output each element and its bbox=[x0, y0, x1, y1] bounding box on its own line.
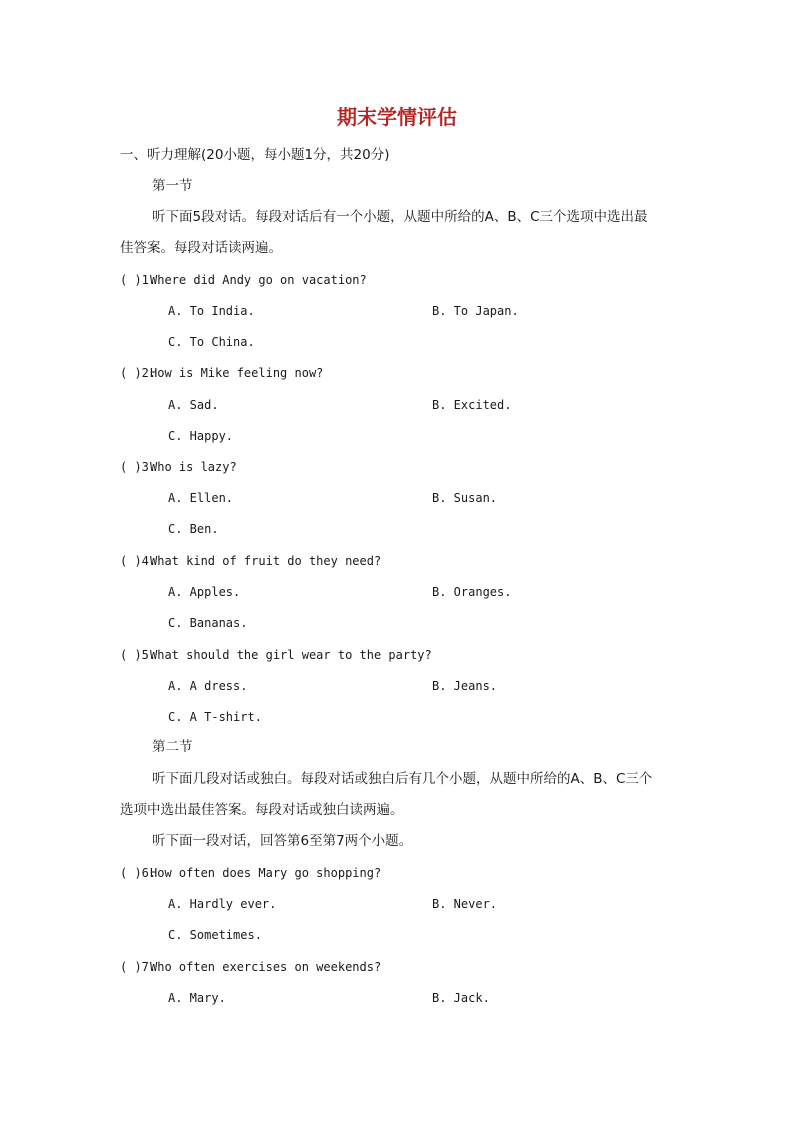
option-c: C. Bananas. bbox=[168, 616, 248, 630]
part1-instruction-line2: 佳答案。每段对话读两遍。 bbox=[120, 240, 282, 256]
part2-instruction-line1: 听下面几段对话或独白。每段对话或独白后有几个小题，从题中所给的A、B、C三个 bbox=[152, 771, 653, 787]
option-b: B. Jack. bbox=[432, 991, 490, 1005]
option-c: C. A T-shirt. bbox=[168, 710, 262, 724]
answer-blank[interactable]: ( )7. bbox=[120, 960, 157, 974]
option-c: C. Ben. bbox=[168, 522, 219, 536]
option-a: A. Sad. bbox=[168, 398, 219, 412]
answer-blank[interactable]: ( )6. bbox=[120, 866, 157, 880]
question-4 bbox=[120, 552, 381, 570]
question-text: Who often exercises on weekends? bbox=[150, 960, 382, 974]
question-5 bbox=[120, 646, 432, 664]
part1-instruction-line1: 听下面5段对话。每段对话后有一个小题，从题中所给的A、B、C三个选项中选出最 bbox=[152, 209, 648, 225]
option-a: A. Apples. bbox=[168, 585, 241, 599]
option-a: A. Ellen. bbox=[168, 491, 234, 505]
option-c: C. Happy. bbox=[168, 429, 234, 443]
answer-blank[interactable]: ( )3. bbox=[120, 460, 157, 474]
part2-label: 第二节 bbox=[152, 739, 193, 755]
question-3 bbox=[120, 458, 237, 476]
question-6 bbox=[120, 864, 381, 882]
page-title: 期末学情评估 bbox=[337, 105, 457, 129]
answer-blank[interactable]: ( )5. bbox=[120, 648, 157, 662]
question-7 bbox=[120, 958, 381, 976]
option-b: B. Jeans. bbox=[432, 679, 498, 693]
part2-instruction-line2: 选项中选出最佳答案。每段对话或独白读两遍。 bbox=[120, 802, 404, 818]
section-heading: 一、听力理解(20小题，每小题1分，共20分) bbox=[120, 147, 390, 163]
question-text: What should the girl wear to the party? bbox=[150, 648, 432, 662]
option-b: B. Excited. bbox=[432, 398, 512, 412]
question-text: How often does Mary go shopping? bbox=[150, 866, 382, 880]
option-a: A. Mary. bbox=[168, 991, 226, 1005]
option-a: A. Hardly ever. bbox=[168, 897, 277, 911]
option-b: B. Susan. bbox=[432, 491, 498, 505]
option-c: C. To China. bbox=[168, 335, 255, 349]
answer-blank[interactable]: ( )4. bbox=[120, 554, 157, 568]
option-b: B. Oranges. bbox=[432, 585, 512, 599]
option-b: B. To Japan. bbox=[432, 304, 519, 318]
option-a: A. To India. bbox=[168, 304, 255, 318]
option-b: B. Never. bbox=[432, 897, 498, 911]
question-2 bbox=[120, 364, 323, 382]
part1-label: 第一节 bbox=[152, 178, 193, 194]
question-text: Who is lazy? bbox=[150, 460, 237, 474]
question-text: What kind of fruit do they need? bbox=[150, 554, 382, 568]
question-1 bbox=[120, 271, 367, 289]
question-text: Where did Andy go on vacation? bbox=[150, 273, 367, 287]
question-text: How is Mike feeling now? bbox=[150, 366, 324, 380]
answer-blank[interactable]: ( )2. bbox=[120, 366, 157, 380]
option-a: A. A dress. bbox=[168, 679, 248, 693]
part2-sub-instruction: 听下面一段对话，回答第6至第7两个小题。 bbox=[152, 833, 413, 849]
answer-blank[interactable]: ( )1. bbox=[120, 273, 157, 287]
option-c: C. Sometimes. bbox=[168, 928, 262, 942]
